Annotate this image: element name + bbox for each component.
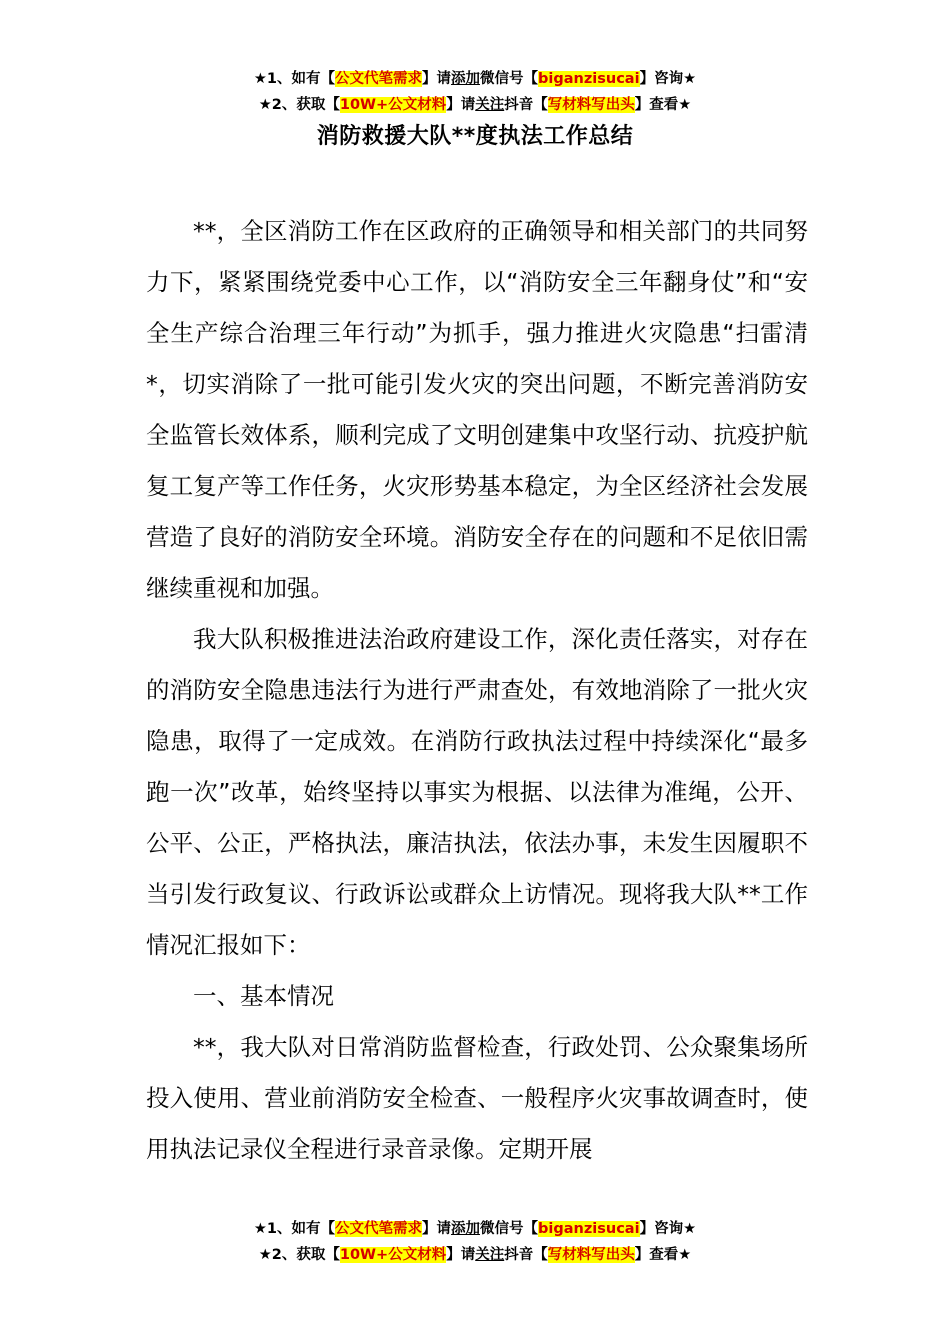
promo-text: 】咨询★: [639, 1221, 697, 1237]
promo-underline: 添加: [451, 71, 481, 87]
promo-highlight: 10W+公文材料: [339, 1247, 447, 1263]
promo-text: 】咨询★: [639, 71, 697, 87]
promo-douyin-account: 写材料写出头: [547, 1247, 635, 1263]
promo-text: 】查看★: [634, 1247, 692, 1263]
promo-text: ★2、获取【: [258, 1247, 340, 1263]
promo-underline: 关注: [475, 1247, 505, 1263]
promo-text: ★1、如有【: [253, 1221, 336, 1237]
promo-text: 微信号【: [480, 71, 539, 87]
promo-text: 抖音【: [504, 97, 548, 113]
promo-text: 】请: [446, 1247, 476, 1263]
promo-highlight: 10W+公文材料: [339, 97, 447, 113]
promo-line-1: [0, 1216, 950, 1242]
promo-line-1: [0, 66, 950, 92]
document-body: [146, 206, 808, 1175]
promo-text: ★2、获取【: [258, 97, 340, 113]
promo-text: ★1、如有【: [253, 71, 336, 87]
promo-text: 】请: [422, 71, 452, 87]
body-paragraph: **，全区消防工作在区政府的正确领导和相关部门的共同努力下，紧紧围绕党委中心工作，以“消防安全三年翻身仗”和“安全生产综合治理三年行动”为抓手，强力推进火灾隐患“扫雷清*，切实消除了一批可能引发火灾的突出问题，不断完善消防安全监管长效体系，顺利完成了文明创建集中攻坚行动、抗疫护航复工复产等工作任务，火灾形势基本稳定，为全区经济社会发展营造了良好的消防安全环境。消防安全存在的问题和不足依旧需继续重视和加强。: [146, 217, 808, 602]
document-title: 消防救援大队**度执法工作总结: [316, 124, 634, 149]
promo-wechat-id: biganzisucai: [538, 71, 640, 87]
section-heading: 一、基本情况: [193, 982, 334, 1010]
body-paragraph: 我大队积极推进法治政府建设工作，深化责任落实，对存在的消防安全隐患违法行为进行严肃查处，有效地消除了一批火灾隐患，取得了一定成效。在消防行政执法过程中持续深化“最多跑一次”改革，始终坚持以事实为根据、以法律为准绳，公开、公平、公正，严格执法，廉洁执法，依法办事，未发生因履职不当引发行政复议、行政诉讼或群众上访情况。现将我大队**工作情况汇报如下：: [146, 625, 808, 959]
promo-highlight: 公文代笔需求: [335, 71, 423, 87]
promo-banner-bottom: [0, 1216, 950, 1268]
promo-line-2: [0, 1242, 950, 1268]
promo-text: 】查看★: [634, 97, 692, 113]
body-paragraph: **，我大队对日常消防监督检查，行政处罚、公众聚集场所投入使用、营业前消防安全检查、一般程序火灾事故调查时，使用执法记录仪全程进行录音录像。定期开展: [146, 1033, 808, 1163]
promo-text: 抖音【: [504, 1247, 548, 1263]
promo-text: 】请: [446, 97, 476, 113]
promo-text: 】请: [422, 1221, 452, 1237]
promo-wechat-id: biganzisucai: [538, 1221, 640, 1237]
promo-line-2: [0, 92, 950, 118]
promo-highlight: 公文代笔需求: [335, 1221, 423, 1237]
promo-banner-top: [0, 66, 950, 118]
promo-douyin-account: 写材料写出头: [547, 97, 635, 113]
promo-text: 微信号【: [480, 1221, 539, 1237]
promo-underline: 关注: [475, 97, 505, 113]
promo-underline: 添加: [451, 1221, 481, 1237]
